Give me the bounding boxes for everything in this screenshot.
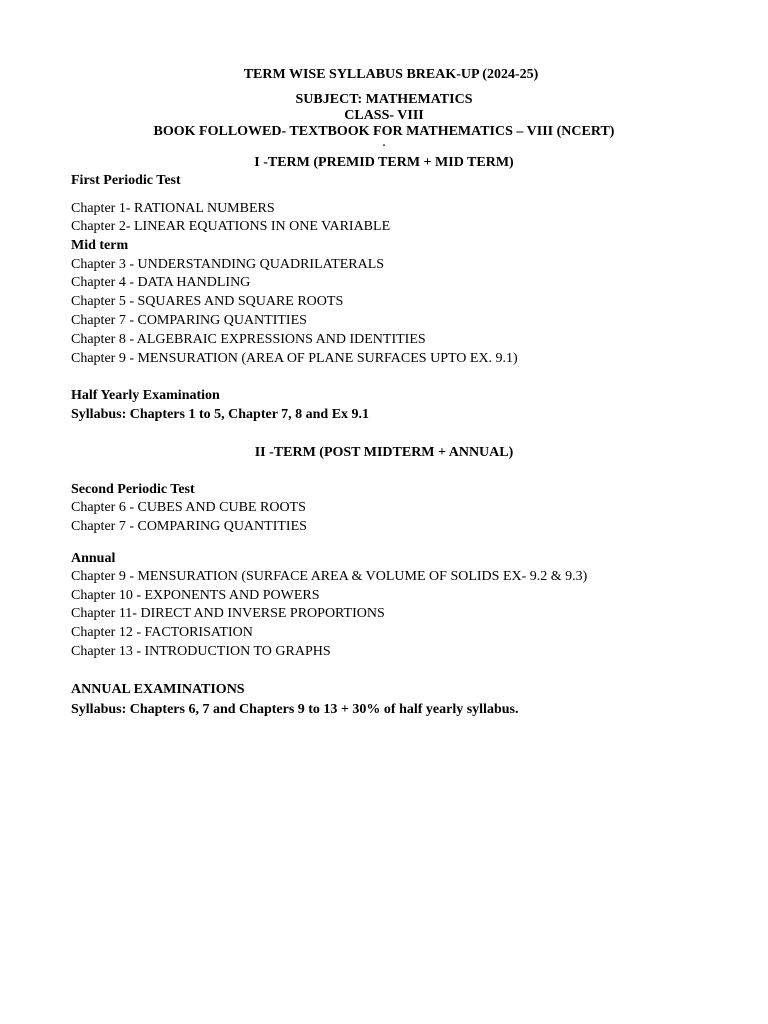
chapter-line: Chapter 12 - FACTORISATION xyxy=(71,625,253,640)
mid-term-heading: Mid term xyxy=(71,238,129,253)
class-line: CLASS- VIII xyxy=(344,108,424,123)
chapter-line: Chapter 10 - EXPONENTS AND POWERS xyxy=(71,588,320,603)
chapter-line: Chapter 5 - SQUARES AND SQUARE ROOTS xyxy=(71,294,344,309)
chapter-line: Chapter 9 - MENSURATION (SURFACE AREA & VOLUME OF SOLIDS EX- 9.2 & 9.3) xyxy=(71,569,588,584)
chapter-line: Chapter 1- RATIONAL NUMBERS xyxy=(71,201,275,216)
chapter-line: Chapter 8 - ALGEBRAIC EXPRESSIONS AND IDENTITIES xyxy=(71,332,426,347)
separator-dot: . xyxy=(382,138,386,149)
annual-exam-syllabus: Syllabus: Chapters 6, 7 and Chapters 9 to 13 + 30% of half yearly syllabus. xyxy=(71,702,519,717)
chapter-line: Chapter 13 - INTRODUCTION TO GRAPHS xyxy=(71,644,331,659)
chapter-line: Chapter 9 - MENSURATION (AREA OF PLANE SURFACES UPTO EX. 9.1) xyxy=(71,351,518,366)
document-title: TERM WISE SYLLABUS BREAK-UP (2024-25) xyxy=(243,67,539,82)
term2-heading: II -TERM (POST MIDTERM + ANNUAL) xyxy=(254,445,514,460)
chapter-line: Chapter 7 - COMPARING QUANTITIES xyxy=(71,519,307,534)
first-periodic-heading: First Periodic Test xyxy=(71,173,181,188)
annual-heading: Annual xyxy=(71,551,116,566)
annual-exam-heading: ANNUAL EXAMINATIONS xyxy=(71,682,245,697)
chapter-line: Chapter 11- DIRECT AND INVERSE PROPORTIONS xyxy=(71,606,385,621)
chapter-line: Chapter 7 - COMPARING QUANTITIES xyxy=(71,313,307,328)
subject-line: SUBJECT: MATHEMATICS xyxy=(295,92,473,107)
book-line: BOOK FOLLOWED- TEXTBOOK FOR MATHEMATICS – VIII (NCERT) xyxy=(153,124,615,139)
half-yearly-heading: Half Yearly Examination xyxy=(71,388,220,403)
term1-heading: I -TERM (PREMID TERM + MID TERM) xyxy=(254,155,514,170)
chapter-line: Chapter 2- LINEAR EQUATIONS IN ONE VARIABLE xyxy=(71,219,391,234)
half-yearly-syllabus: Syllabus: Chapters 1 to 5, Chapter 7, 8 and Ex 9.1 xyxy=(71,407,370,422)
chapter-line: Chapter 3 - UNDERSTANDING QUADRILATERALS xyxy=(71,257,385,272)
chapter-line: Chapter 6 - CUBES AND CUBE ROOTS xyxy=(71,500,306,515)
chapter-line: Chapter 4 - DATA HANDLING xyxy=(71,275,251,290)
second-periodic-heading: Second Periodic Test xyxy=(71,482,195,497)
